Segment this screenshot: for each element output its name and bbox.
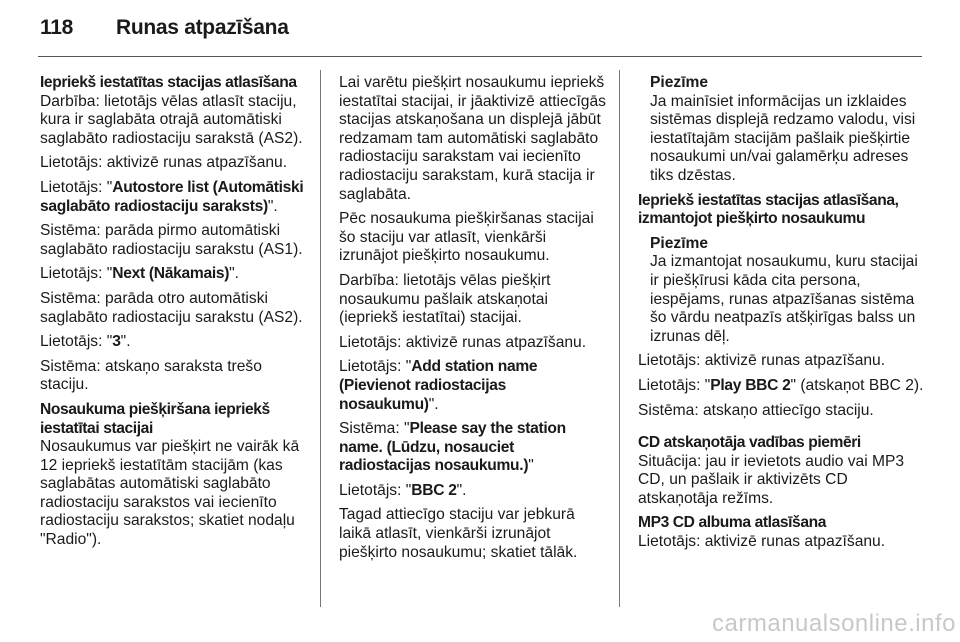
paragraph: Lietotājs: "Next (Nākamais)". (40, 265, 239, 283)
note-box (650, 74, 928, 186)
page-header (40, 16, 289, 40)
paragraph: Lietotājs: aktivizē runas atpazīšanu. (638, 533, 886, 551)
paragraph: Sistēma: "Please say the station name. (Lūdzu, nosauciet radiostacijas nosaukumu.)" (339, 420, 566, 475)
paragraph: Sistēma: atskaņo attiecīgo staciju. (638, 401, 874, 419)
paragraph: Lietotājs: aktivizē runas atpazīšanu. (40, 154, 288, 172)
paragraph: Lietotājs: "Add station name (Pievienot radiostacijas nosaukumu)". (339, 358, 538, 413)
note-text: Ja mainīsiet informācijas un izklaides sistēmas displejā redzamo valodu, visi iestatītajām stacijām pašlaik piešķirtie nosaukumi un/vai galamērķu adreses tiks dzēstas. (650, 92, 916, 184)
paragraph: Lietotājs: "Play BBC 2" (atskaņot BBC 2). (638, 376, 924, 394)
page-title: Runas atpazīšana (116, 16, 289, 39)
section-heading: Iepriekš iestatītas stacijas atlasīšana (40, 74, 297, 91)
section-heading: Nosaukuma piešķiršana iepriekš iestatītai stacijai (40, 400, 270, 437)
column-divider (320, 70, 321, 607)
paragraph: Sistēma: atskaņo saraksta trešo staciju. (40, 357, 262, 394)
section-heading: CD atskaņotāja vadības piemēri (638, 434, 861, 452)
voice-command: 3 (112, 333, 121, 351)
voice-command: Play BBC 2 (710, 376, 791, 394)
paragraph: Lietotājs: "3". (40, 333, 131, 351)
paragraph: Situācija: jau ir ievietots audio vai MP3 CD, un pašlaik ir aktivizēts CD atskaņotāja režīms. (638, 452, 905, 507)
section-heading: MP3 CD albuma atlasīšana (638, 514, 826, 532)
paragraph: Darbība: lietotājs vēlas atlasīt staciju, kura ir saglabāta otrajā automātiski saglabāto radiostaciju sarakstā (AS2). (40, 92, 303, 147)
paragraph: Lietotājs: "BBC 2". (339, 481, 467, 499)
section-heading: Iepriekš iestatītas stacijas atlasīšana, izmantojot piešķirto nosaukumu (638, 191, 899, 228)
note-box (650, 235, 928, 347)
paragraph: Sistēma: parāda pirmo automātiski saglabāto radiostaciju sarakstu (AS1). (40, 222, 303, 258)
column-left (40, 74, 308, 556)
voice-command: Next (Nākamais) (112, 265, 230, 283)
paragraph: Nosaukumus var piešķirt ne vairāk kā 12 iepriekš iestatītām stacijām (kas saglabātas automātiski saglabāto radiostaciju sarakstos vai iecienīto radiostaciju sarakstos; skatiet nodaļu "Radio"). (40, 438, 300, 549)
column-divider (619, 70, 620, 607)
voice-command: BBC 2 (411, 481, 457, 499)
paragraph: Lietotājs: aktivizē runas atpazīšanu. (339, 333, 587, 351)
column-right (638, 74, 928, 558)
paragraph: Lietotājs: aktivizē runas atpazīšanu. (638, 352, 886, 370)
paragraph: Darbība: lietotājs vēlas piešķirt nosaukumu pašlaik atskaņotai (iepriekš iestatītai) stacijai. (339, 271, 551, 327)
note-title: Piezīme (650, 74, 709, 91)
voice-command: Add station name (Pievienot radiostacijas nosaukumu) (339, 358, 538, 413)
paragraph: Lai varētu piešķirt nosaukumu iepriekš iestatītai stacijai, ir jāaktivizē attiecīgās stacijas atskaņošana un displejā jābūt redzamam tam automātiski saglabāto radiostaciju sarakstam vai iecienīto radiostaciju sarakstam, kurā stacija ir saglabāta. (339, 74, 606, 203)
paragraph: Tagad attiecīgo staciju var jebkurā laikā atlasīt, vienkārši izrunājot piešķirto nosaukumu; skatiet tālāk. (339, 506, 578, 561)
system-prompt: Please say the station name. (Lūdzu, nosauciet radiostacijas nosaukumu.) (339, 420, 566, 475)
column-middle (339, 74, 607, 568)
note-text: Ja izmantojat nosaukumu, kuru stacijai ir piešķīrusi kāda cita persona, iespējams, runas atpazīšanas sistēma šo vārdu neatpazīs atšķirīgas balss un izrunas dēļ. (650, 253, 918, 345)
page-number: 118 (40, 16, 73, 39)
note-title: Piezīme (650, 234, 709, 252)
paragraph: Pēc nosaukuma piešķiršanas stacijai šo staciju var atlasīt, vienkārši izrunājot piešķirto nosaukumu. (339, 210, 594, 265)
paragraph: Lietotājs: "Autostore list (Automātiski saglabāto radiostaciju saraksts)". (40, 178, 304, 215)
voice-command: Autostore list (Automātiski saglabāto radiostaciju saraksts) (40, 178, 304, 215)
watermark: carmanualsonline.info (712, 610, 956, 637)
header-divider (38, 56, 922, 57)
paragraph: Sistēma: parāda otro automātiski saglabāto radiostaciju sarakstu (AS2). (40, 289, 303, 326)
